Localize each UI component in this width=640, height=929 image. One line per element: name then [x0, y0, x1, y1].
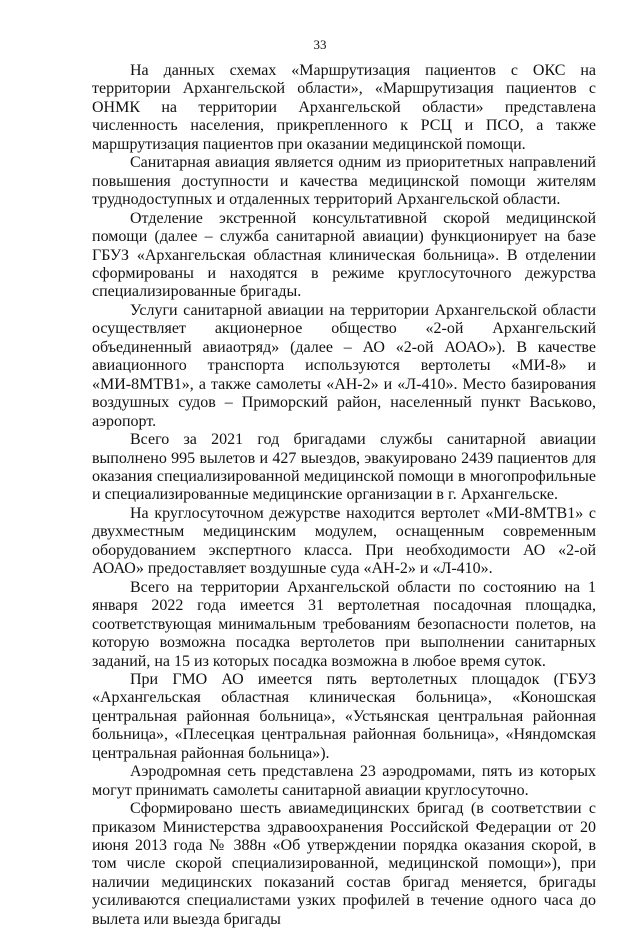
body-text	[92, 62, 596, 929]
paragraph-medical-teams: Сформировано шесть авиамедицинских бригад (в соответствии с приказом Министерства здравоохранения Российской Федерации от 20 июня 2013 года № 388н «Об утверждении порядка оказания скорой, в том числе скорой специализированной, медицинской помощи»), при наличии медицинских показаний состав бригад меняется, бригады усиливаются специалистами узких профилей в течение одного часа до вылета или выезда бригады	[92, 800, 596, 928]
paragraph-hospital-helipads: При ГМО АО имеется пять вертолетных площадок (ГБУЗ «Архангельская областная клиническая больница», «Коношская центральная районная больница», «Устьянская центральная районная больница», «Плесецкая центральная районная больница», «Няндомская центральная районная больница»).	[92, 670, 596, 762]
paragraph-emergency-department: Отделение экстренной консультативной скорой медицинской помощи (далее – служба санитарной авиации) функционирует на базе ГБУЗ «Архангельская областная клиническая больница». В отделении сформированы и находятся в режиме круглосуточного дежурства специализированные бригады.	[92, 209, 596, 301]
paragraph-duty-helicopter: На круглосуточном дежурстве находится вертолет «МИ-8МТВ1» с двухместным медицинским модулем, оснащенным современным оборудованием экспертного класса. При необходимости АО «2-ой АОАО» предоставляет воздушные суда «АН-2» и «Л-410».	[92, 504, 596, 578]
paragraph-routing-schemes: На данных схемах «Маршрутизация пациентов с ОКС на территории Архангельской области», «Маршрутизация пациентов с ОНМК на территории Архангельской области» представлена численность населения, прикрепленного к РСЦ и ПСО, а также маршрутизация пациентов при оказании медицинской помощи.	[92, 62, 596, 153]
paragraph-2021-statistics: Всего за 2021 год бригадами службы санитарной авиации выполнено 995 вылетов и 427 выездов, эвакуировано 2439 пациентов для оказания специализированной медицинской помощи в многопрофильные и специализированные медицинские организации в г. Архангельске.	[92, 431, 596, 504]
paragraph-air-ambulance-priority: Санитарная авиация является одним из приоритетных направлений повышения доступности и качества медицинской помощи жителям труднодоступных и отдаленных территорий Архангельской области.	[92, 154, 596, 209]
paragraph-aviation-services: Услуги санитарной авиации на территории Архангельской области осуществляет акционерное общество «2-ой Архангельский объединенный авиаотряд» (далее – АО «2-ой АОАО»). В качестве авиационного транспорта используются вертолеты «МИ-8» и «МИ-8МТВ1», а также самолеты «АН-2» и «Л-410». Место базирования воздушных судов – Приморский район, населенный пункт Васьково, аэропорт.	[92, 301, 596, 430]
paragraph-aerodrome-network: Аэродромная сеть представлена 23 аэродромами, пять из которых могут принимать самолеты санитарной авиации круглосуточно.	[92, 763, 596, 799]
page-number: 33	[313, 37, 327, 52]
paragraph-landing-sites: Всего на территории Архангельской области по состоянию на 1 января 2022 года имеется 31 вертолетная посадочная площадка, соответствующая минимальным требованиям безопасности полетов, на которую возможна посадка вертолетов при выполнении санитарных заданий, на 15 из которых посадка возможна в любое время суток.	[92, 578, 596, 670]
